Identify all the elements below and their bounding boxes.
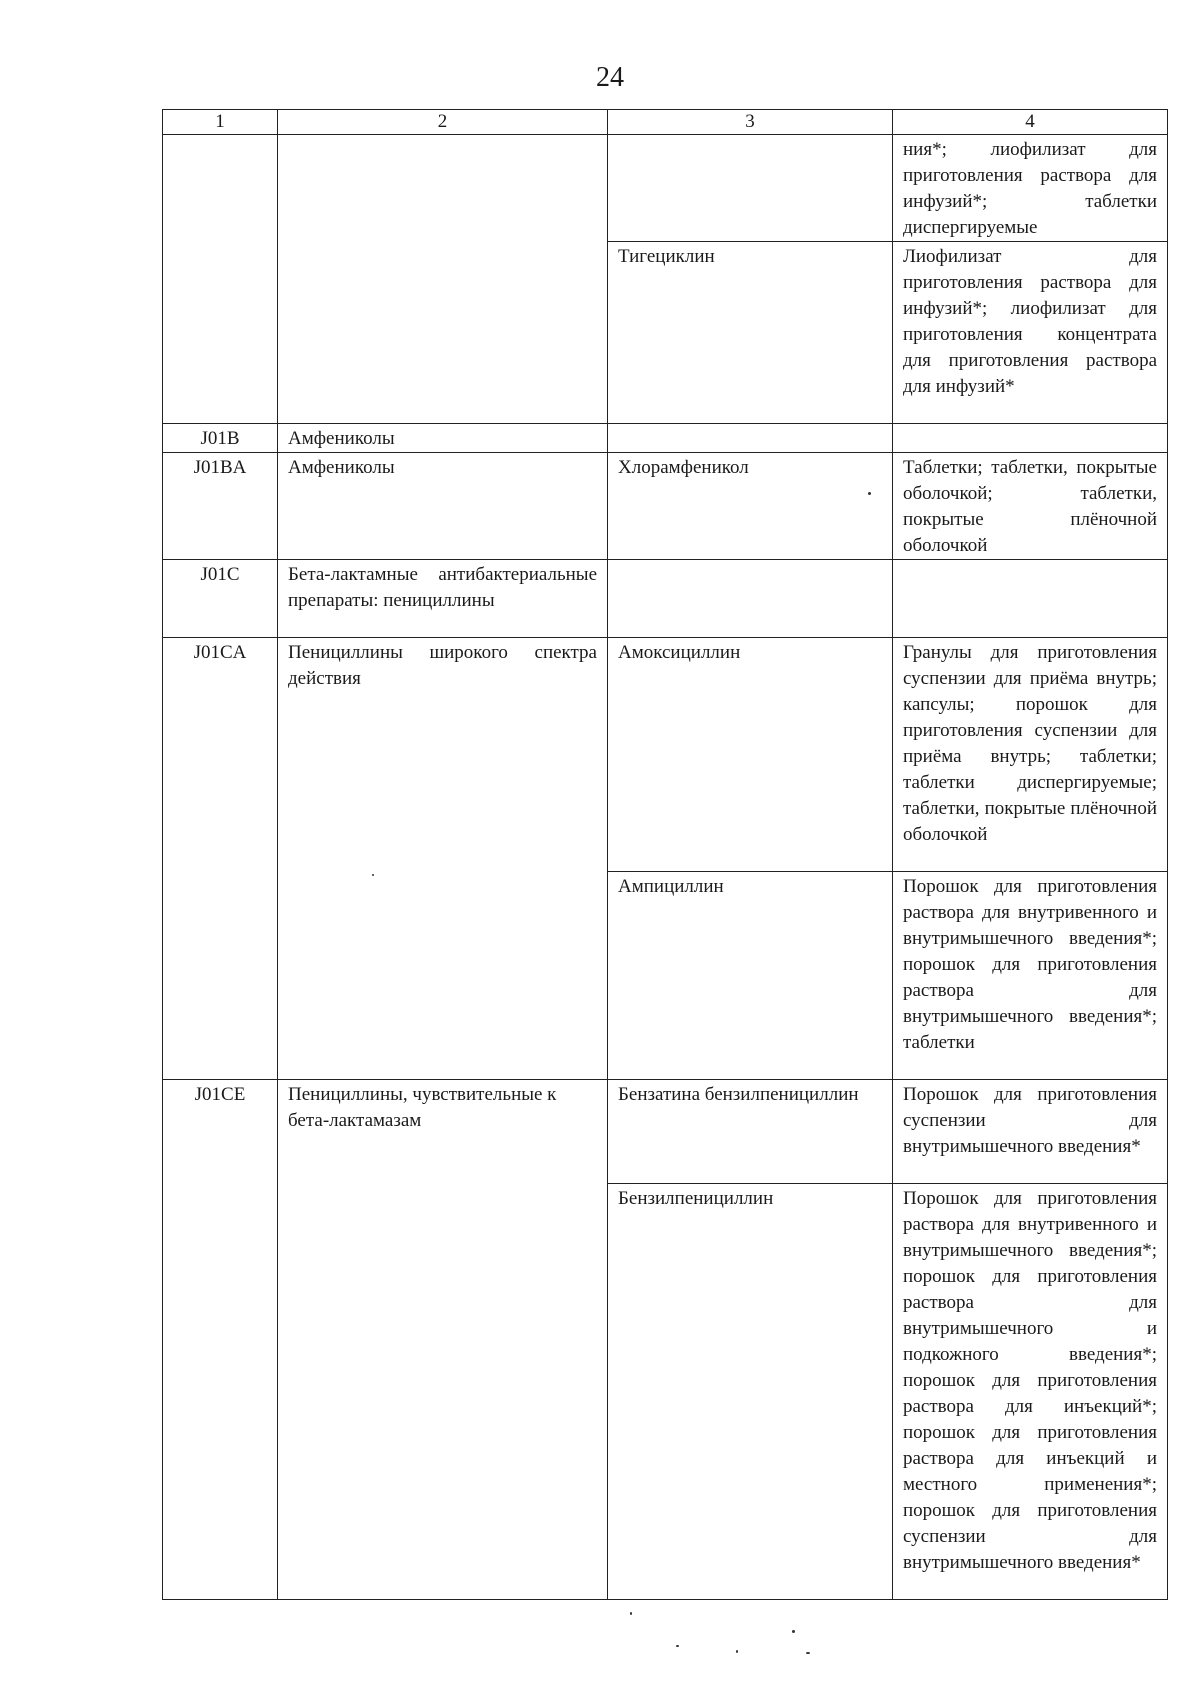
drug-name: Амоксициллин (608, 638, 893, 872)
drug-name (608, 135, 893, 242)
group-name (278, 135, 608, 424)
table-row (163, 638, 1168, 872)
page-number: 24 (596, 62, 624, 93)
column-header: 2 (278, 110, 608, 135)
column-header: 4 (893, 110, 1168, 135)
scan-speck (736, 1650, 738, 1653)
scan-speck (792, 1630, 795, 1633)
table-row (163, 1080, 1168, 1184)
group-name: Амфениколы (278, 424, 608, 453)
dosage-forms: Таблетки; таблетки, покрытые оболочкой; таблетки, покрытые плёночной оболочкой (893, 453, 1168, 560)
atc-code: J01CA (163, 638, 278, 1080)
column-header: 3 (608, 110, 893, 135)
header-row (163, 110, 1168, 135)
scan-speck (630, 1612, 632, 1615)
drug-name: Бензилпенициллин (608, 1184, 893, 1600)
scan-speck (676, 1645, 679, 1647)
atc-code (163, 135, 278, 424)
drug-name: Тигециклин (608, 242, 893, 424)
dosage-forms: Лиофилизат для приготовления раствора для инфузий*; лиофилизат для приготовления концентрата для приготовления раствора для инфузий* (893, 242, 1168, 424)
atc-code: J01B (163, 424, 278, 453)
table-row (163, 135, 1168, 242)
scan-speck (868, 492, 871, 495)
group-name: Амфениколы (278, 453, 608, 560)
drug-table (162, 109, 1168, 1600)
dosage-forms: Порошок для приготовления раствора для внутривенного и внутримышечного введения*; порошок для приготовления раствора для внутримышечного и подкожного введения*; порошок для приготовления раствора для инъекций*; порошок для приготовления раствора для инъекций и местного применения*; порошок для приготовления суспензии для внутримышечного введения* (893, 1184, 1168, 1600)
drug-name (608, 560, 893, 638)
table-row (163, 560, 1168, 638)
table-row (163, 453, 1168, 560)
group-name: Пенициллины широкого спектра действия (278, 638, 608, 1080)
column-header: 1 (163, 110, 278, 135)
group-name: Бета-лактамные антибактериальные препараты: пенициллины (278, 560, 608, 638)
drug-name: Хлорамфеникол (608, 453, 893, 560)
drug-name: Бензатина бензилпенициллин (608, 1080, 893, 1184)
group-name: Пенициллины, чувствительные к бета-лактамазам (278, 1080, 608, 1600)
dosage-forms: Порошок для приготовления суспензии для внутримышечного введения* (893, 1080, 1168, 1184)
table-row (163, 424, 1168, 453)
atc-code: J01BA (163, 453, 278, 560)
dosage-forms (893, 560, 1168, 638)
atc-code: J01CE (163, 1080, 278, 1600)
scan-speck (806, 1652, 810, 1654)
drug-name (608, 424, 893, 453)
dosage-forms: Порошок для приготовления раствора для внутривенного и внутримышечного введения*; порошок для приготовления раствора для внутримышечного введения*; таблетки (893, 872, 1168, 1080)
drug-name: Ампициллин (608, 872, 893, 1080)
dosage-forms: ния*; лиофилизат для приготовления раствора для инфузий*; таблетки диспергируемые (893, 135, 1168, 242)
dosage-forms: Гранулы для приготовления суспензии для приёма внутрь; капсулы; порошок для приготовления суспензии для приёма внутрь; таблетки; таблетки диспергируемые; таблетки, покрытые плёночной оболочкой (893, 638, 1168, 872)
dosage-forms (893, 424, 1168, 453)
scan-speck (372, 874, 374, 876)
atc-code: J01C (163, 560, 278, 638)
